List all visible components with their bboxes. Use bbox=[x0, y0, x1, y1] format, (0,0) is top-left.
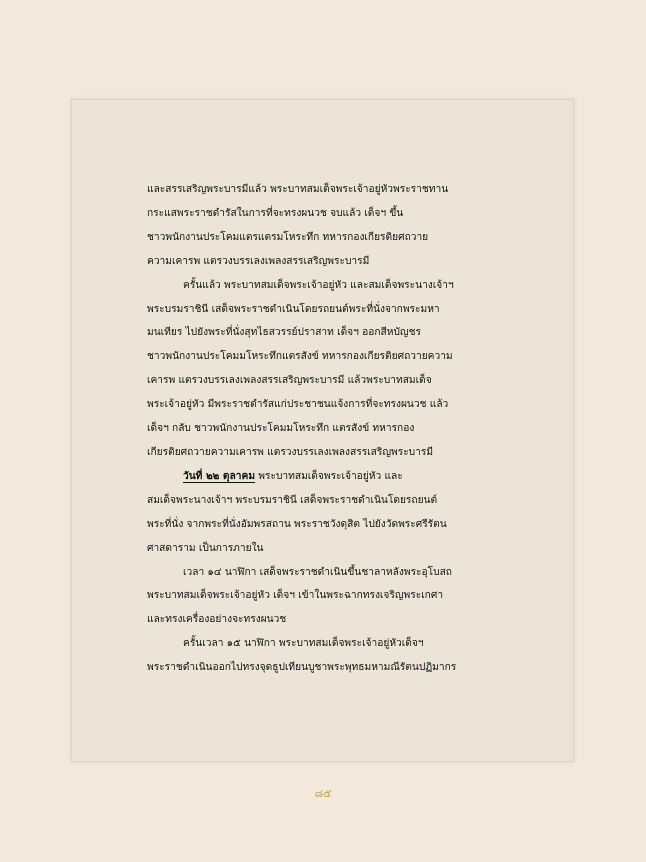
text-line: ศาสดาราม เป็นการภายใน bbox=[147, 542, 264, 554]
page-number: ๘๕ bbox=[314, 787, 332, 800]
text-line: เกียรติยศถวายความเคารพ แตรวงบรรเลงเพลงสรรเสริญพระบารมี bbox=[147, 446, 434, 458]
text-line: พระบาทสมเด็จพระเจ้าอยู่หัว เด็จฯ เข้าในพระฉากทรงเจริญพระเกศา bbox=[147, 590, 444, 602]
text-line bbox=[147, 465, 502, 489]
text-line: พระที่นั่ง จากพระที่นั่งอัมพรสถาน พระราชวังดุสิต ไปยังวัดพระศรีรัตน bbox=[147, 518, 447, 530]
text-line: ชาวพนักงานประโคมมโหระทึกแตรสังข์ ทหารกองเกียรติยศถวายความ bbox=[147, 351, 453, 363]
text-line: พระราชดำเนินออกไปทรงจุดธูปเทียนบูชาพระพุทธมหามณีรัตนปฏิมากร bbox=[147, 662, 457, 674]
paragraph-5 bbox=[147, 632, 502, 680]
text-line: เวลา ๑๔ นาฬิกา เสด็จพระราชดำเนินขึ้นชาลาหลังพระอุโบสถ bbox=[183, 566, 452, 578]
text-line: และสรรเสริญพระบารมีแล้ว พระบาทสมเด็จพระเจ้าอยู่หัวพระราชทาน bbox=[147, 184, 449, 195]
text-line: สมเด็จพระนางเจ้าฯ พระบรมราชินี เสด็จพระราชดำเนินโดยรถยนต์ bbox=[147, 494, 438, 506]
text-line: เคารพ แตรวงบรรเลงเพลงสรรเสริญพระบารมี แล้วพระบาทสมเด็จ bbox=[147, 375, 432, 387]
book-page bbox=[71, 99, 574, 762]
text-line: พระบรมราชินี เสด็จพระราชดำเนินโดยรถยนต์พระที่นั่งจากพระมหา bbox=[147, 303, 440, 315]
text-line: และทรงเครื่องอย่างจะทรงผนวช bbox=[147, 614, 287, 626]
text-line: ครั้นแล้ว พระบาทสมเด็จพระเจ้าอยู่หัว และสมเด็จพระนางเจ้าฯ bbox=[183, 279, 454, 291]
text-line: กระแสพระราชดำรัสในการที่จะทรงผนวช จบแล้ว เด็จฯ ขึ้น bbox=[147, 207, 404, 219]
text-line: ชาวพนักงานประโคมแตรแตรมโหระทึก ทหารกองเกียรติยศถวาย bbox=[147, 231, 429, 243]
paragraph-3 bbox=[147, 465, 502, 561]
text-line: มนเทียร ไปยังพระที่นั่งสุทไธสวรรย์ปราสาท เด็จฯ ออกสีหบัญชร bbox=[147, 327, 421, 339]
text-line: ครั้นเวลา ๑๕ นาฬิกา พระบาทสมเด็จพระเจ้าอยู่หัวเด็จฯ bbox=[183, 638, 424, 650]
date-heading: วันที่ ๒๒ ตุลาคม bbox=[183, 469, 256, 482]
body-text bbox=[147, 178, 502, 680]
paragraph-1 bbox=[147, 178, 502, 274]
paragraph-2 bbox=[147, 274, 502, 465]
date-line-rest: พระบาทสมเด็จพระเจ้าอยู่หัว และ bbox=[255, 470, 403, 482]
paragraph-4 bbox=[147, 561, 502, 633]
text-line: พระเจ้าอยู่หัว มีพระราชดำรัสแก่ประชาชนแจ้งการที่จะทรงผนวช แล้ว bbox=[147, 399, 449, 411]
text-line: ความเคารพ แตรวงบรรเลงเพลงสรรเสริญพระบารมี bbox=[147, 255, 370, 267]
text-line: เด็จฯ กลับ ชาวพนักงานประโคมมโหระทึก แตรสังข์ ทหารกอง bbox=[147, 423, 415, 435]
